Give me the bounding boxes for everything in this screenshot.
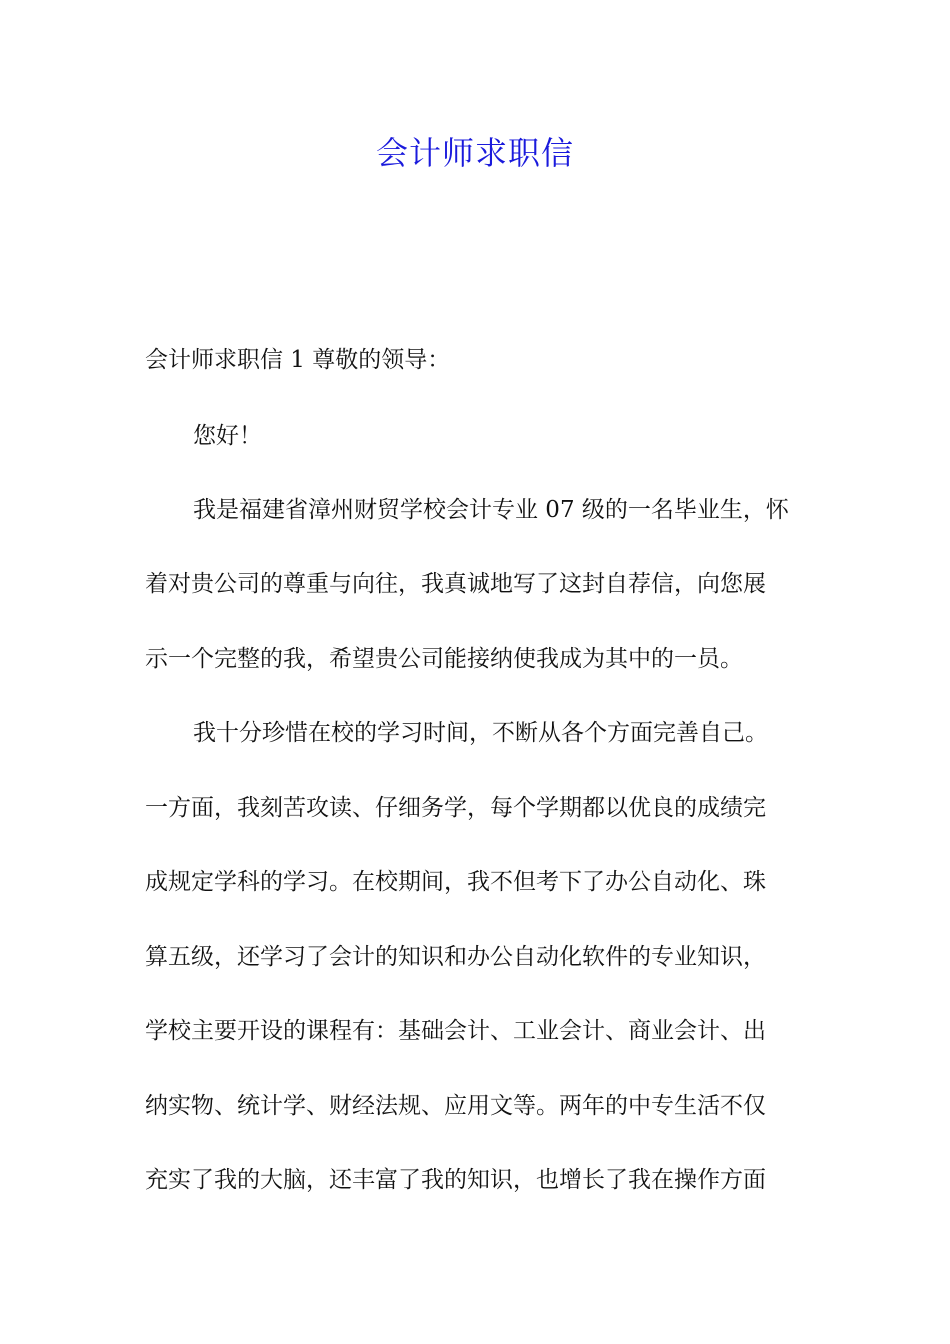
greeting-line: 您好！ [193,423,262,449]
paragraph-1-line-3: 示一个完整的我，希望贵公司能接纳使我成为其中的一员。 [145,646,743,672]
paragraph-2-line-2: 一方面，我刻苦攻读、仔细务学，每个学期都以优良的成绩完 [145,795,766,821]
paragraph-1-line-2: 着对贵公司的尊重与向往，我真诚地写了这封自荐信，向您展 [145,571,766,597]
paragraph-2-line-6: 纳实物、统计学、财经法规、应用文等。两年的中专生活不仅 [145,1093,766,1119]
paragraph-2-line-7: 充实了我的大脑，还丰富了我的知识，也增长了我在操作方面 [145,1167,766,1193]
paragraph-1-line-1: 我是福建省漳州财贸学校会计专业 07 级的一名毕业生，怀 [193,497,789,523]
paragraph-2-line-3: 成规定学科的学习。在校期间，我不但考下了办公自动化、珠 [145,869,766,895]
salutation-line: 会计师求职信 1 尊敬的领导： [145,347,451,373]
document-title: 会计师求职信 [375,134,574,172]
paragraph-2-line-1: 我十分珍惜在校的学习时间，不断从各个方面完善自己。 [193,720,768,746]
paragraph-2-line-5: 学校主要开设的课程有：基础会计、工业会计、商业会计、出 [145,1018,766,1044]
paragraph-2-line-4: 算五级，还学习了会计的知识和办公自动化软件的专业知识， [145,944,766,970]
